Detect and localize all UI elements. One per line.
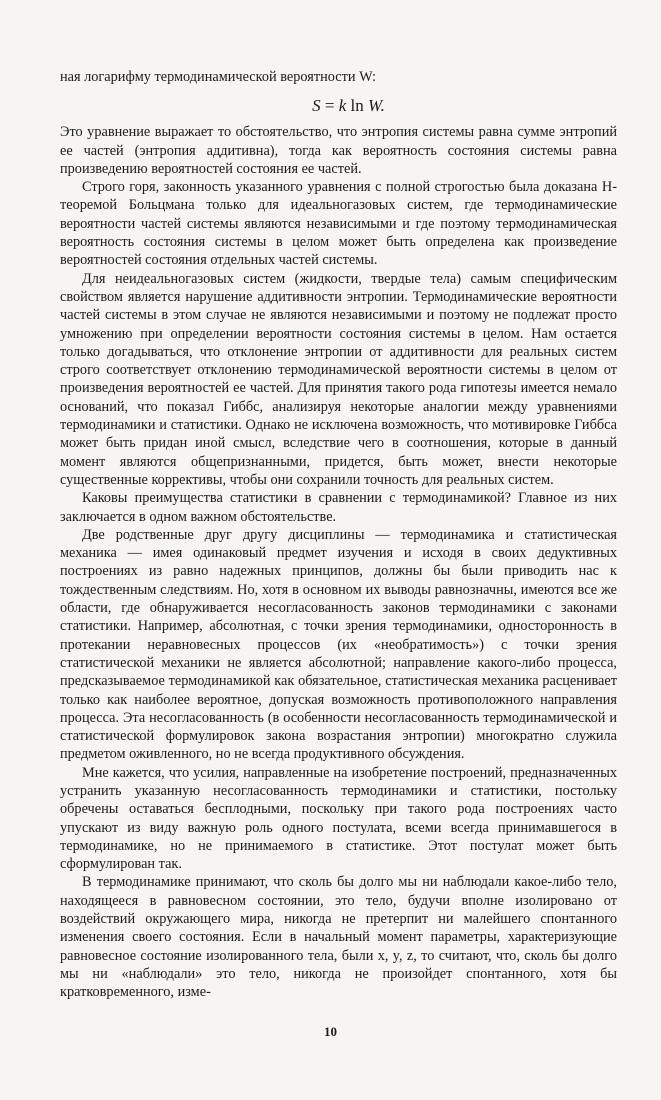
paragraph-4: Каковы преимущества статистики в сравнении с термодинамикой? Главное из них заключается в одном важном обстоятельстве. [60,490,617,525]
formula-lhs: S [312,96,321,116]
formula-fn: ln [346,96,368,116]
paragraph-7: В термодинамике принимают, что сколь бы долго мы ни наблюдали какое-либо тело, находящееся в равновесном состоянии, это тело, будучи вполне изолировано от воздействий окружающего мира, никогда не претерпит ни малейшего спонтанного изменения своего состояния. Если в начальный момент параметры, характеризующие равновесное состояние изолированного тела, были x, y, z, то считают, что, сколь бы долго мы ни «наблюдали» это тело, никогда не произойдет спонтанного, хотя бы кратковременного, изме- [60,874,617,1001]
paragraph-2: Строго горя, законность указанного уравнения с полной строгостью была доказана H-теоремой Больцмана только для идеальногазовых систем, где термодинамические вероятности частей системы являются независимыми и где поэтому термодинамическая вероятность состояния системы в целом может быть определена как произведение вероятностей состояния отдельных частей системы. [60,179,617,269]
intro-line: ная логарифму термодинамической вероятности W: [60,69,377,85]
paragraph-1: Это уравнение выражает то обстоятельство, что энтропия системы равна сумме энтропий ее частей (энтропия аддитивна), тогда как вероятность состояния системы равна произведению вероятностей состояния ее частей. [60,124,617,177]
paragraph-6: Мне кажется, что усилия, направленные на изобретение построений, предназначенных устранить указанную несогласованность термодинамики и статистики, постольку обречены оставаться бесплодными, поскольку при такого рода построениях часто упускают из виду важную роль одного постулата, всеми всегда принимавшегося в термодинамике, но не принимаемого в статистике. Этот постулат может быть сформулирован так. [60,764,617,873]
page-number: 10 [324,1024,337,1039]
paragraph-5: Две родственные друг другу дисциплины — термодинамика и статистическая механика — имея одинаковый предмет изучения и исходя в своих дедуктивных построениях из равно надежных принципов, должны бы были приводить нас к тождественным следствиям. Но, хотя в основном их выводы равнозначны, имеются все же области, где обнаруживается несогласованность законов термодинамики с законами статистики. Например, абсолютная, с точки зрения термодинамики, односторонность в протекании неравновесных процессов (их «необратимость») с точки зрения статистической механики не является абсолютной; направление какого-либо процесса, предсказываемое термодинамикой как обязательное, статистическая механика расценивает только как наиболее вероятное, допуская возможность противоположного направления процесса. Эта несогласованность (в особенности несогласованность термодинамической и статистической формулировок закона возрастания энтропии) многократно служила предметом оживленного, но не всегда продуктивного обсуждения. [60,526,617,763]
entropy-formula [60,95,617,117]
body-text [60,68,617,1002]
formula-arg: W. [368,96,385,116]
formula-coef: k [338,96,347,116]
paragraph-3: Для неидеальногазовых систем (жидкости, твердые тела) самым специфическим свойством является нарушение аддитивности энтропии. Термодинамические вероятности частей системы в этом случае не являются независимыми и поэтому не подлежат просто умножению при определении вероятности состояния системы в целом. Нам остается только догадываться, что отклонение энтропии от аддитивности для реальных систем строго соответствует отклонению термодинамической вероятности системы в целом от произведения вероятностей ее частей. Для принятия такого рода гипотезы имеется немало оснований, что показал Гиббс, анализируя некоторые аналогии между уравнениями термодинамики и статистики. Однако не исключена возможность, что мотивировке Гиббса может быть придан иной смысл, вследствие чего в соотношения, которые в данный момент являются общепризнанными, придется, быть может, внести некоторые существенные коррективы, чтобы они сохранили точность для реальных систем. [60,270,617,488]
formula-eq: = [320,96,339,116]
